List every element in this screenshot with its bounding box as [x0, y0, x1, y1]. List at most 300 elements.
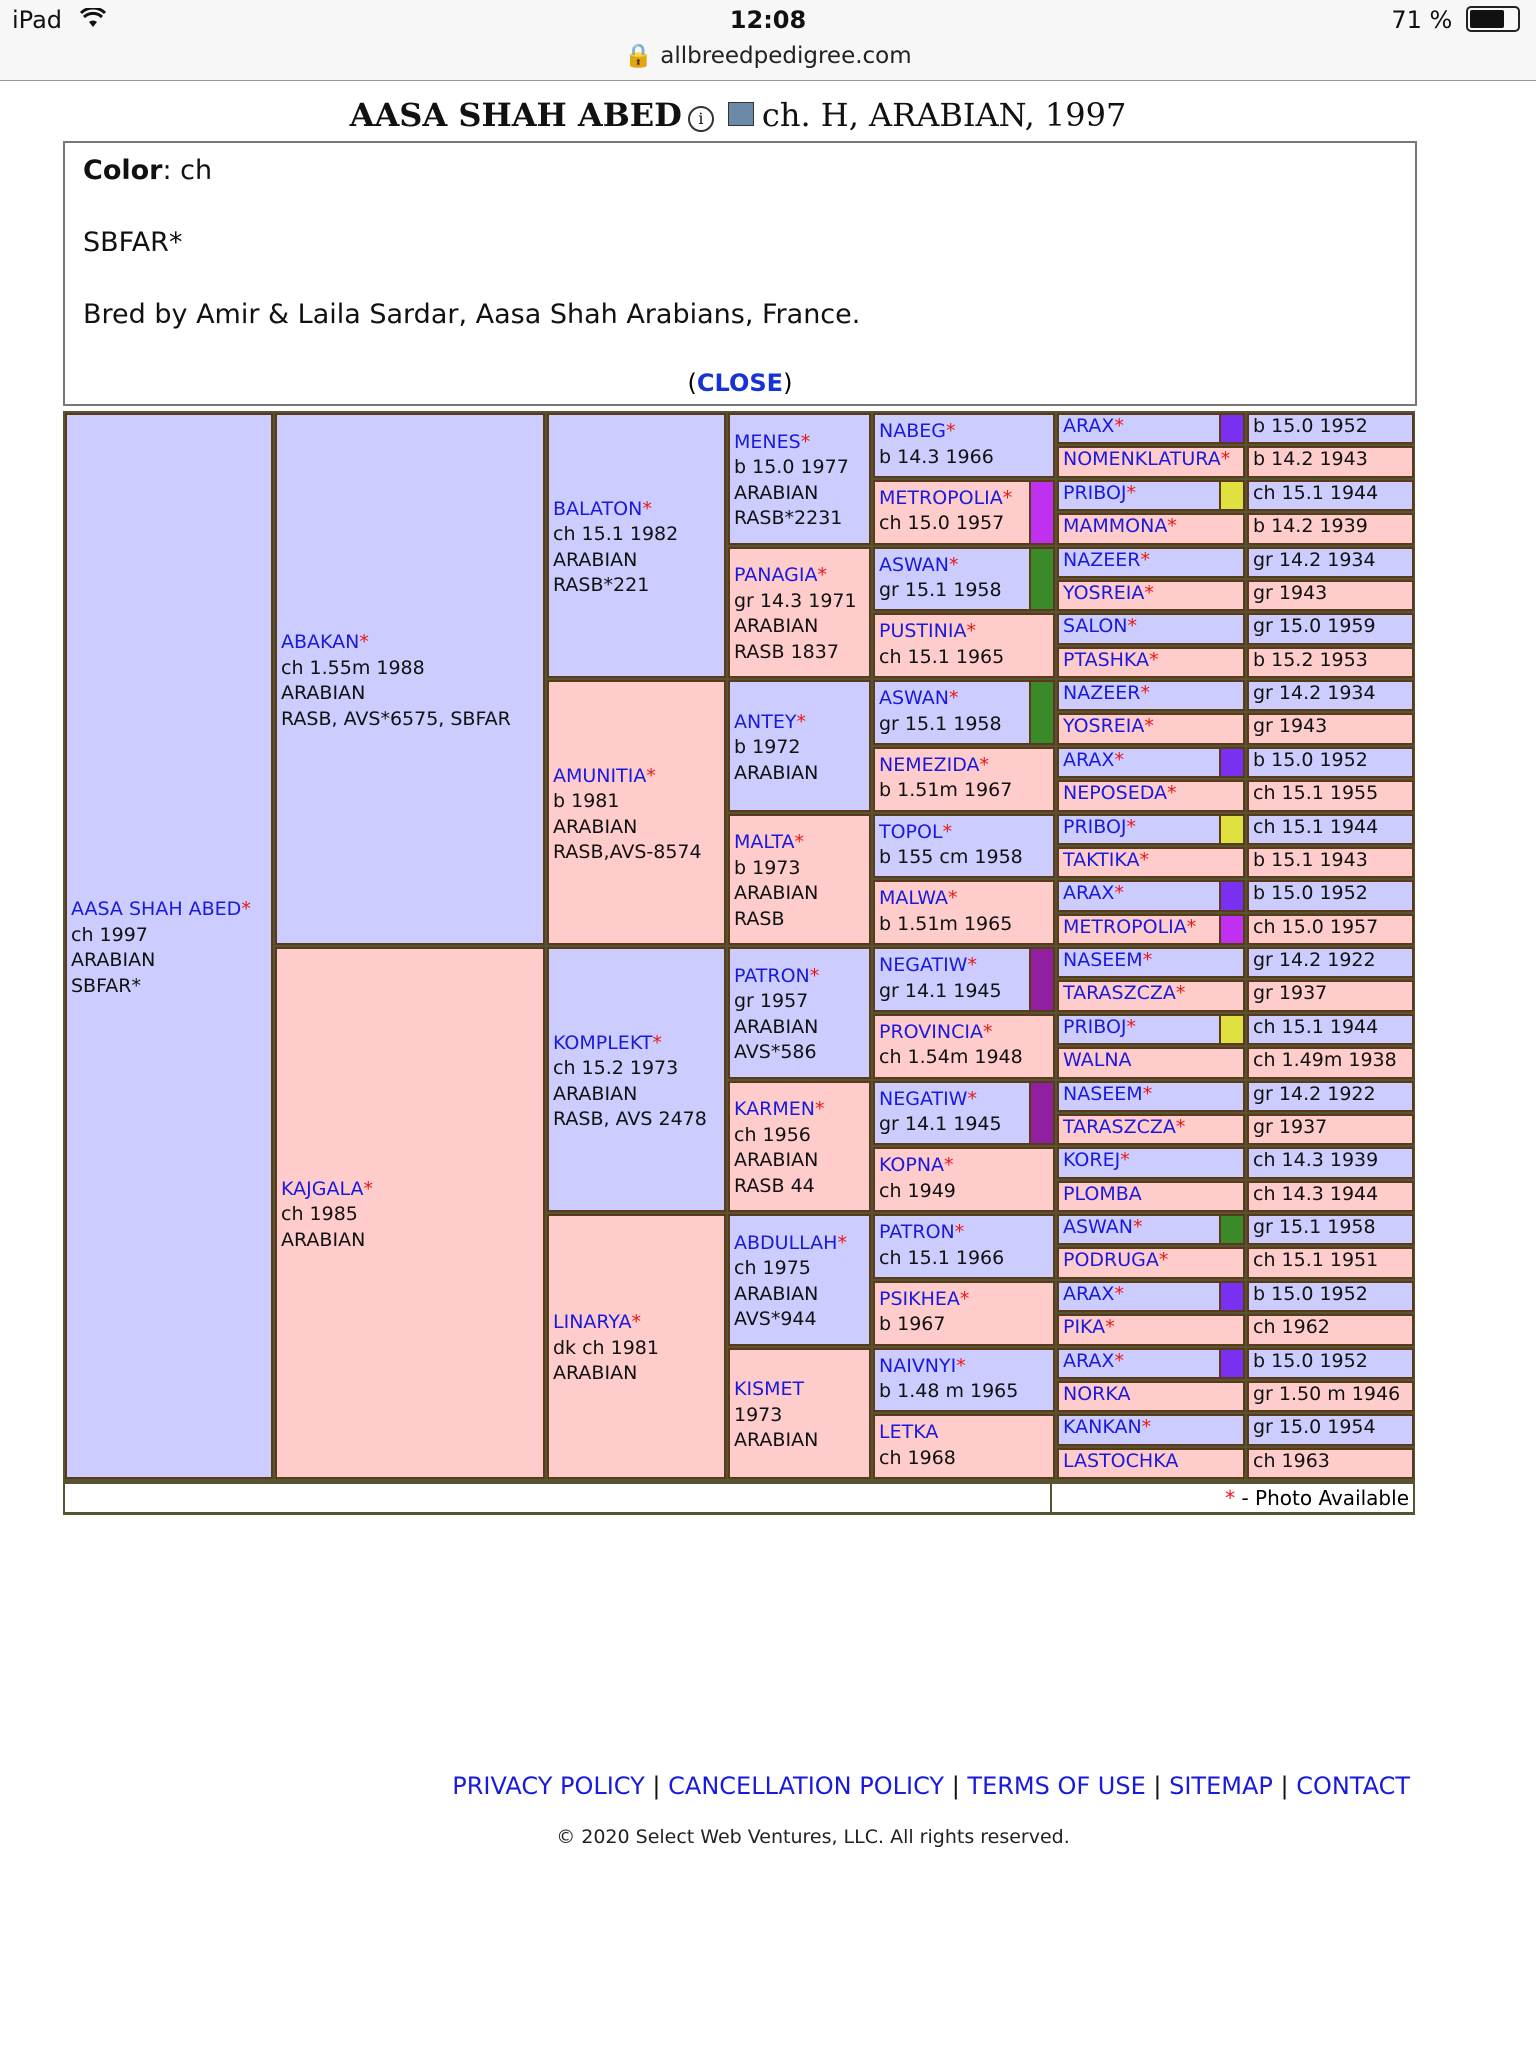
photo-available-icon[interactable]: *	[1140, 548, 1150, 571]
photo-available-icon[interactable]: *	[794, 831, 804, 854]
horse-name-link[interactable]: PANAGIA	[734, 564, 818, 587]
horse-detail: ARABIAN	[553, 548, 638, 571]
horse-name-link[interactable]: KARMEN	[734, 1098, 815, 1121]
photo-available-icon[interactable]: *	[1114, 415, 1124, 437]
horse-name-link[interactable]: METROPOLIA	[1063, 915, 1187, 938]
horse-name-link[interactable]: PROVINCIA	[879, 1020, 983, 1043]
address-bar[interactable]	[0, 42, 1536, 69]
horse-detail: b 15.0 1952	[1253, 1282, 1368, 1305]
g6-info-cell	[1247, 647, 1414, 678]
photo-available-icon[interactable]: *	[942, 820, 953, 843]
horse-name-row	[734, 1231, 865, 1257]
horse-detail: gr 15.0 1954	[1253, 1416, 1376, 1439]
horse-name-link[interactable]: PODRUGA	[1063, 1249, 1159, 1272]
horse-entry	[879, 619, 1049, 670]
horse-entry	[879, 753, 1049, 804]
horse-detail: ch 15.2 1973	[553, 1057, 679, 1079]
horse-detail: ARABIAN	[734, 481, 819, 504]
color-swatch	[1029, 949, 1053, 1010]
footer-link-contact[interactable]: CONTACT	[1296, 1772, 1410, 1800]
g2-horse-cell	[275, 413, 545, 945]
info-icon[interactable]: i	[688, 106, 714, 132]
horse-name-link[interactable]: KOPNA	[879, 1154, 945, 1177]
horse-name-link[interactable]: TAKTIKA	[1063, 848, 1140, 871]
horse-name-link[interactable]: NABEG	[879, 420, 946, 442]
horse-name-link[interactable]: NEPOSEDA	[1063, 782, 1167, 805]
photo-available-icon[interactable]: *	[1127, 615, 1137, 638]
horse-name-link[interactable]: MALTA	[734, 831, 795, 854]
horse-detail: RASB	[734, 907, 785, 930]
horse-entry	[734, 430, 865, 532]
horse-detail: gr 1957	[734, 990, 809, 1013]
horse-name-link[interactable]: LINARYA	[553, 1311, 632, 1334]
footer-link-sitemap[interactable]: SITEMAP	[1169, 1772, 1273, 1800]
horse-name-link[interactable]: PATRON	[734, 964, 810, 987]
photo-available-icon[interactable]: *	[949, 553, 959, 576]
horse-name-link[interactable]: YOSREIA	[1063, 715, 1145, 738]
horse-entry	[1063, 614, 1239, 640]
horse-name: AASA SHAH ABED	[349, 96, 682, 134]
horse-entry	[1063, 1015, 1239, 1041]
horse-detail: RASB,AVS-8574	[553, 841, 702, 863]
close-link[interactable]: CLOSE	[696, 369, 784, 397]
horse-name-link[interactable]: NASEEM	[1063, 1082, 1143, 1105]
horse-name-link[interactable]: NEGATIW	[879, 954, 968, 976]
g3-horse-cell	[547, 947, 726, 1212]
horse-detail: RASB, AVS*6575, SBFAR	[281, 707, 511, 730]
g6-name-cell	[1057, 1147, 1245, 1178]
horse-detail: ARABIAN	[734, 1282, 819, 1305]
horse-name-row	[879, 686, 1049, 712]
horse-name-link[interactable]: MALWA	[879, 887, 948, 910]
g6-info-cell	[1247, 1381, 1414, 1412]
photo-available-icon[interactable]: *	[945, 420, 956, 442]
horse-name-link[interactable]: YOSREIA	[1063, 581, 1145, 604]
g6-info-cell	[1247, 880, 1414, 911]
horse-name-link[interactable]: AMUNITIA	[553, 764, 647, 787]
photo-available-icon[interactable]: *	[1167, 515, 1177, 538]
g6-name-cell	[1057, 747, 1245, 778]
horse-entry	[1063, 447, 1239, 473]
horse-name-link[interactable]: NORKA	[1063, 1382, 1131, 1405]
horse-name-link[interactable]: METROPOLIA	[879, 486, 1003, 509]
horse-name-link[interactable]: KISMET	[734, 1378, 805, 1400]
g6-info-cell	[1247, 1181, 1414, 1212]
horse-name-link[interactable]: PSIKHEA	[879, 1287, 960, 1310]
g4-horse-cell	[728, 547, 871, 679]
horse-name-link[interactable]: ASWAN	[1063, 1216, 1134, 1238]
horse-entry	[1063, 1082, 1239, 1108]
g6-info-cell	[1247, 1047, 1414, 1078]
photo-available-icon[interactable]: *	[1120, 1149, 1130, 1172]
horse-entry	[879, 1220, 1049, 1271]
horse-name-link[interactable]: ANTEY	[734, 710, 797, 733]
g6-name-cell	[1057, 480, 1245, 511]
horse-name-row	[553, 764, 720, 790]
horse-detail: b 155 cm 1958	[879, 846, 1023, 868]
horse-name-row	[879, 1420, 1049, 1446]
horse-name-link[interactable]: PRIBOJ	[1063, 481, 1127, 504]
horse-entry	[553, 497, 720, 599]
photo-available-icon[interactable]: *	[1220, 448, 1231, 471]
horse-name-link[interactable]: ARAX	[1063, 1282, 1115, 1305]
horse-entry	[1063, 781, 1239, 807]
g6-name-cell	[1057, 980, 1245, 1011]
horse-detail: gr 14.2 1922	[1253, 949, 1376, 971]
horse-detail: gr 14.2 1934	[1253, 682, 1376, 704]
photo-available-icon[interactable]: *	[363, 1177, 373, 1200]
horse-detail: ch 1962	[1253, 1316, 1330, 1339]
g6-name-cell	[1057, 1114, 1245, 1145]
photo-available-icon[interactable]: *	[1126, 815, 1137, 838]
horse-detail: ch 1.49m 1938	[1253, 1049, 1397, 1072]
horse-name-link[interactable]: KANKAN	[1063, 1416, 1142, 1439]
horse-name-link[interactable]: MAMMONA	[1063, 515, 1168, 538]
horse-entry	[1063, 1048, 1239, 1074]
g6-info-cell	[1247, 1014, 1414, 1045]
g6-name-cell	[1057, 680, 1245, 711]
g5-horse-cell	[873, 1014, 1055, 1079]
horse-name-row	[553, 497, 720, 523]
horse-detail: gr 15.1 1958	[879, 579, 1002, 601]
photo-available-icon[interactable]: *	[1133, 1216, 1143, 1238]
g4-horse-cell	[728, 1348, 871, 1480]
horse-name-row	[281, 1177, 539, 1203]
photo-available-icon[interactable]: *	[652, 1031, 662, 1054]
horse-name-link[interactable]: KOREJ	[1063, 1149, 1121, 1172]
horse-name-link[interactable]: ARAX	[1063, 415, 1115, 437]
horse-info-panel	[63, 141, 1417, 406]
horse-entry	[1063, 1248, 1239, 1274]
photo-available-icon[interactable]: *	[1140, 682, 1150, 704]
g5-horse-cell	[873, 1348, 1055, 1413]
horse-name-row	[734, 563, 865, 589]
photo-available-icon[interactable]: *	[642, 497, 652, 520]
horse-entry	[1063, 581, 1239, 607]
horse-entry	[879, 1420, 1049, 1471]
photo-available-icon[interactable]: *	[800, 430, 811, 453]
horse-name-link[interactable]: NAZEER	[1063, 548, 1141, 571]
photo-icon[interactable]	[728, 102, 754, 126]
horse-name-row	[734, 710, 865, 736]
horse-name-link[interactable]: TARASZCZA	[1063, 982, 1176, 1005]
horse-detail: gr 15.0 1959	[1253, 615, 1376, 638]
g6-info-cell	[1247, 1114, 1414, 1145]
legend: * - Photo Available	[1052, 1484, 1413, 1512]
horse-detail: ARABIAN	[734, 882, 819, 905]
photo-available-icon[interactable]: *	[1114, 748, 1124, 771]
horse-name-link[interactable]: PATRON	[879, 1221, 955, 1243]
horse-name-link[interactable]: BALATON	[553, 497, 643, 520]
horse-name-row	[879, 1087, 1049, 1113]
horse-detail: b 14.3 1966	[879, 445, 994, 468]
horse-name-link[interactable]: LASTOCHKA	[1063, 1449, 1179, 1472]
g6-info-cell	[1247, 747, 1414, 778]
horse-detail: gr 14.2 1922	[1253, 1082, 1376, 1105]
photo-available-icon[interactable]: *	[1141, 1416, 1152, 1439]
horse-name-link[interactable]: NEMEZIDA	[879, 753, 980, 776]
horse-name-link[interactable]: NASEEM	[1063, 949, 1143, 971]
g4-horse-cell	[728, 1214, 871, 1346]
horse-detail: gr 14.1 1945	[879, 1113, 1002, 1135]
photo-available-icon[interactable]: *	[1139, 848, 1149, 871]
horse-detail: b 15.1 1943	[1253, 848, 1368, 871]
device-label: iPad	[12, 6, 106, 34]
horse-detail: ARABIAN	[734, 1015, 819, 1038]
horse-detail: ch 15.1 1965	[879, 645, 1005, 668]
g5-horse-cell	[873, 747, 1055, 812]
horse-entry	[1063, 481, 1239, 507]
horse-name-link[interactable]: WALNA	[1063, 1049, 1132, 1072]
photo-available-icon[interactable]: *	[1186, 915, 1197, 938]
horse-detail: RASB, AVS 2478	[553, 1108, 707, 1130]
photo-available-icon[interactable]: *	[1167, 782, 1177, 805]
horse-detail: ch 1.54m 1948	[879, 1046, 1023, 1069]
g5-horse-cell	[873, 814, 1055, 879]
horse-name-link[interactable]: ARAX	[1063, 748, 1115, 771]
horse-detail: ARABIAN	[281, 682, 366, 704]
horse-name-link[interactable]: PUSTINIA	[879, 620, 967, 643]
photo-available-icon[interactable]: *	[1144, 581, 1154, 604]
photo-available-icon[interactable]: *	[967, 1087, 977, 1110]
horse-entry	[1063, 1449, 1239, 1475]
horse-name-link[interactable]: KOMPLEKT	[553, 1031, 653, 1054]
link-separator: |	[944, 1772, 968, 1800]
horse-name-row	[734, 830, 865, 856]
photo-available-icon[interactable]: *	[1105, 1316, 1115, 1339]
photo-available-icon[interactable]: *	[1149, 648, 1159, 671]
horse-detail: ch 1963	[1253, 1449, 1330, 1472]
horse-entry	[1063, 915, 1239, 941]
color-swatch	[1029, 682, 1053, 743]
horse-entry	[734, 1097, 865, 1199]
photo-available-icon[interactable]: *	[1142, 949, 1153, 971]
color-swatch	[1219, 1283, 1243, 1310]
horse-name-row	[553, 1310, 720, 1336]
photo-available-icon[interactable]: *	[241, 898, 251, 920]
horse-entry	[1063, 414, 1239, 440]
horse-detail: RASB*2231	[734, 507, 843, 530]
g6-name-cell	[1057, 947, 1245, 978]
photo-available-icon[interactable]: *	[796, 710, 806, 733]
horse-entry	[734, 1231, 865, 1333]
horse-detail: b 1967	[879, 1313, 946, 1336]
horse-entry	[553, 764, 720, 866]
horse-detail: b 14.2 1943	[1253, 448, 1368, 471]
link-separator: |	[644, 1772, 669, 1800]
horse-name-link[interactable]: NAIVNYI	[879, 1354, 957, 1377]
g6-name-cell	[1057, 1414, 1245, 1445]
photo-available-icon[interactable]: *	[814, 1098, 825, 1121]
horse-detail: b 1972	[734, 736, 801, 758]
g5-horse-cell	[873, 1081, 1055, 1146]
horse-name-link[interactable]: PRIBOJ	[1063, 815, 1127, 838]
g5-horse-cell	[873, 880, 1055, 945]
horse-entry	[879, 486, 1049, 537]
horse-name-link[interactable]: ARAX	[1063, 1349, 1115, 1372]
photo-available-icon[interactable]: *	[1175, 982, 1186, 1005]
legend-spacer	[65, 1484, 1050, 1512]
clock: 12:08	[729, 6, 807, 34]
g5-horse-cell	[873, 680, 1055, 745]
horse-detail: b 15.0 1952	[1253, 748, 1368, 771]
horse-name-link[interactable]: NAZEER	[1063, 682, 1141, 704]
g6-name-cell	[1057, 914, 1245, 945]
g6-name-cell	[1057, 1081, 1245, 1112]
horse-name-link[interactable]: TOPOL	[879, 820, 943, 843]
photo-available-icon[interactable]: *	[944, 1154, 954, 1177]
horse-name-link[interactable]: PTASHKA	[1063, 648, 1150, 671]
horse-detail: b 15.2 1953	[1253, 648, 1368, 671]
horse-detail: ch 15.1 1955	[1253, 782, 1379, 805]
horse-name-row	[879, 1220, 1049, 1246]
photo-available-icon[interactable]: *	[959, 1287, 970, 1310]
horse-entry	[1063, 1182, 1239, 1208]
horse-detail: gr 1.50 m 1946	[1253, 1382, 1401, 1405]
photo-available-icon[interactable]: *	[1126, 1015, 1137, 1038]
g6-name-cell	[1057, 780, 1245, 811]
photo-available-icon[interactable]: *	[1144, 715, 1154, 738]
horse-detail: ARABIAN	[553, 1082, 638, 1105]
horse-name-row	[879, 553, 1049, 579]
horse-name-row	[734, 964, 865, 990]
horse-name-link[interactable]: SALON	[1063, 615, 1128, 638]
horse-name-row	[879, 820, 1049, 846]
photo-available-icon[interactable]: *	[646, 764, 656, 787]
horse-detail: b 1.51m 1967	[879, 779, 1013, 802]
photo-available-icon[interactable]: *	[631, 1311, 642, 1334]
g6-info-cell	[1247, 847, 1414, 878]
horse-name-link[interactable]: ABAKAN	[281, 631, 360, 653]
horse-entry	[553, 1310, 720, 1387]
footer-link-terms-of-use[interactable]: TERMS OF USE	[967, 1772, 1146, 1800]
color-swatch	[1219, 1016, 1243, 1043]
color-swatch	[1029, 482, 1053, 543]
photo-available-icon[interactable]: *	[1114, 1282, 1124, 1305]
horse-detail: gr 1937	[1253, 982, 1328, 1005]
horse-detail: b 15.0 1977	[734, 456, 849, 479]
g6-name-cell	[1057, 814, 1245, 845]
horse-entry	[1063, 881, 1239, 907]
g4-horse-cell	[728, 814, 871, 946]
horse-name-link[interactable]: LETKA	[879, 1421, 939, 1444]
horse-detail: gr 1943	[1253, 715, 1328, 738]
photo-available-icon[interactable]: *	[956, 1354, 966, 1377]
horse-detail: ch 1985	[281, 1203, 358, 1226]
photo-available-icon[interactable]: *	[1002, 486, 1013, 509]
g6-name-cell	[1057, 547, 1245, 578]
horse-entry	[879, 686, 1049, 737]
horse-detail: 1973	[734, 1403, 783, 1426]
color-swatch	[1219, 916, 1243, 943]
horse-detail: b 1.51m 1965	[879, 912, 1013, 935]
g4-horse-cell	[728, 947, 871, 1079]
g6-info-cell	[1247, 680, 1414, 711]
horse-name-link[interactable]: KAJGALA	[281, 1177, 364, 1200]
photo-available-icon[interactable]: *	[1114, 882, 1124, 905]
photo-available-icon[interactable]: *	[947, 887, 958, 910]
horse-name-link[interactable]: ASWAN	[879, 553, 950, 576]
horse-name-link[interactable]: PLOMBA	[1063, 1182, 1142, 1205]
photo-available-icon[interactable]: *	[837, 1231, 847, 1254]
g6-info-cell	[1247, 914, 1414, 945]
horse-detail: b 1.48 m 1965	[879, 1380, 1019, 1402]
g5-horse-cell	[873, 613, 1055, 678]
g6-name-cell	[1057, 1314, 1245, 1345]
photo-available-icon[interactable]: *	[982, 1020, 993, 1043]
horse-detail: ch 15.1 1966	[879, 1246, 1005, 1269]
horse-name-link[interactable]: PRIBOJ	[1063, 1015, 1127, 1038]
photo-available-icon[interactable]: *	[949, 687, 959, 709]
photo-available-icon[interactable]: *	[979, 753, 990, 776]
horse-detail: ARABIAN	[71, 949, 156, 971]
photo-available-icon[interactable]: *	[967, 954, 977, 976]
horse-entry	[281, 630, 539, 732]
horse-name-link[interactable]: TARASZCZA	[1063, 1115, 1176, 1138]
horse-name-link[interactable]: PIKA	[1063, 1316, 1106, 1339]
photo-available-icon[interactable]: *	[1114, 1349, 1124, 1372]
horse-detail: ch 14.3 1939	[1253, 1149, 1379, 1172]
horse-name-link[interactable]: NEGATIW	[879, 1087, 968, 1110]
photo-available-icon[interactable]: *	[954, 1221, 965, 1243]
horse-details: ch. H, ARABIAN, 1997	[761, 96, 1127, 134]
horse-detail: b 1973	[734, 856, 801, 879]
breeder-text: Bred by Amir & Laila Sardar, Aasa Shah Arabians, France.	[83, 299, 861, 330]
g5-horse-cell	[873, 947, 1055, 1012]
photo-available-icon[interactable]: *	[1158, 1249, 1169, 1272]
photo-available-icon[interactable]: *	[1142, 1082, 1153, 1105]
g6-info-cell	[1247, 1247, 1414, 1278]
horse-name-link[interactable]: ARAX	[1063, 882, 1115, 905]
horse-detail: ch 15.1 1982	[553, 523, 679, 545]
photo-available-icon[interactable]: *	[809, 964, 820, 987]
g3-horse-cell	[547, 413, 726, 678]
photo-available-icon[interactable]: *	[966, 620, 976, 643]
g6-info-cell	[1247, 1214, 1414, 1245]
photo-available-icon[interactable]: *	[1126, 481, 1137, 504]
g6-info-cell	[1247, 580, 1414, 611]
horse-detail: ARABIAN	[553, 1362, 638, 1385]
horse-entry	[1063, 948, 1239, 974]
horse-detail: RASB*221	[553, 574, 650, 596]
footer-link-privacy-policy[interactable]: PRIVACY POLICY	[452, 1772, 645, 1800]
photo-available-icon[interactable]: *	[1175, 1115, 1186, 1138]
g6-name-cell	[1057, 1181, 1245, 1212]
horse-name-link[interactable]: MENES	[734, 430, 801, 453]
horse-name-link[interactable]: ABDULLAH	[734, 1231, 838, 1254]
photo-available-icon[interactable]: *	[359, 631, 369, 653]
horse-detail: ARABIAN	[281, 1228, 366, 1251]
horse-name-link[interactable]: AASA SHAH ABED	[71, 898, 242, 920]
horse-name-row	[879, 486, 1049, 512]
g6-info-cell	[1247, 513, 1414, 544]
horse-name-link[interactable]: NOMENKLATURA	[1063, 448, 1221, 471]
photo-available-icon[interactable]: *	[817, 564, 827, 587]
g5-horse-cell	[873, 1147, 1055, 1212]
footer-link-cancellation-policy[interactable]: CANCELLATION POLICY	[668, 1772, 945, 1800]
color-swatch	[1219, 816, 1243, 843]
horse-entry	[734, 563, 865, 665]
g6-info-cell	[1247, 814, 1414, 845]
horse-entry	[1063, 1282, 1239, 1308]
horse-detail: gr 14.1 1945	[879, 979, 1002, 1002]
g5-horse-cell	[873, 1214, 1055, 1279]
horse-name-link[interactable]: ASWAN	[879, 687, 950, 709]
horse-detail: b 15.0 1952	[1253, 882, 1368, 905]
g6-name-cell	[1057, 1348, 1245, 1379]
color-swatch	[1219, 1216, 1243, 1243]
horse-name-row	[734, 1377, 865, 1403]
